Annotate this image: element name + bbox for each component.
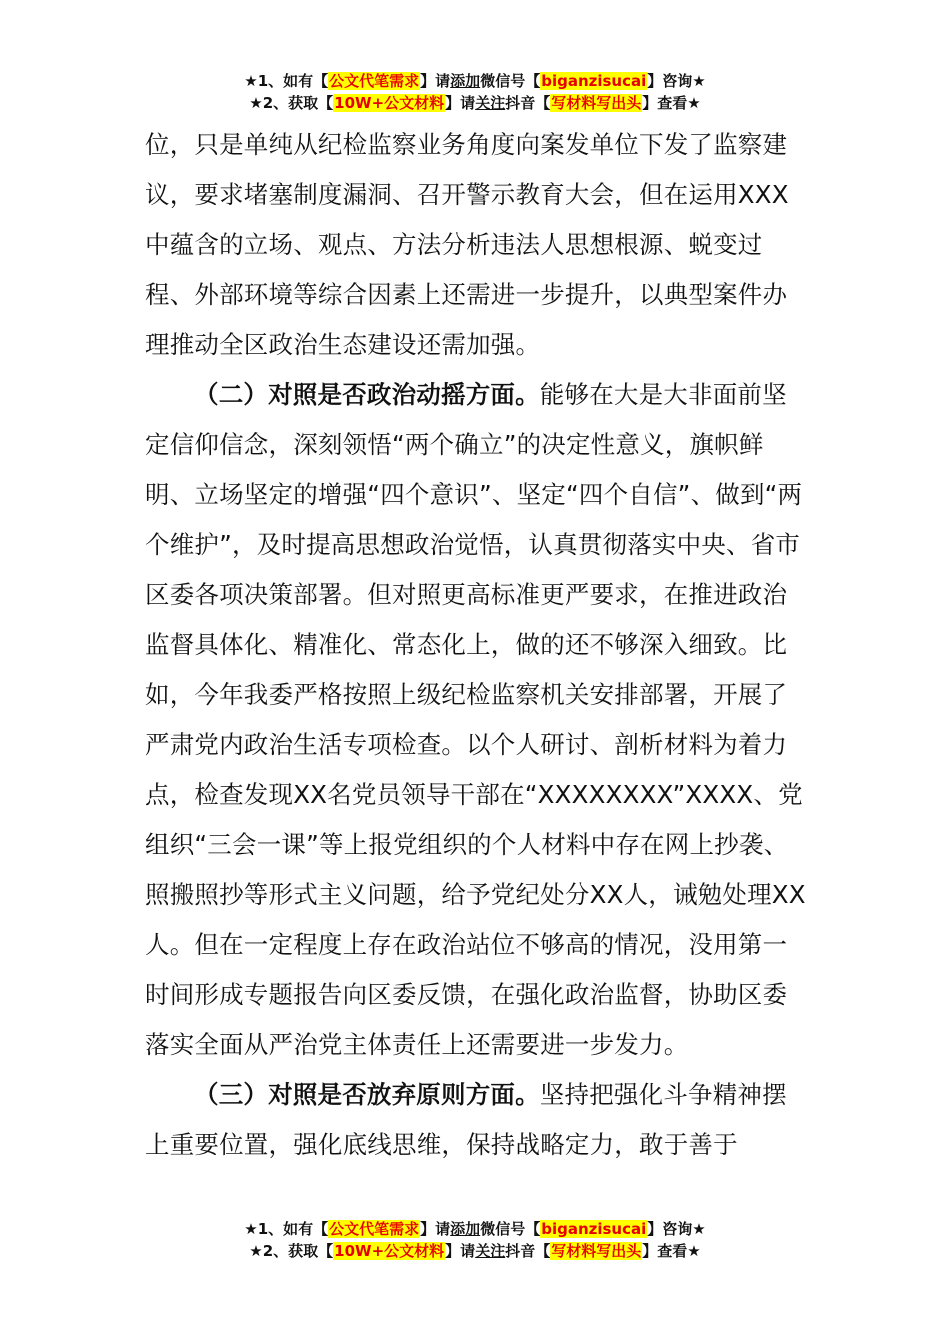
paragraph-3-text: 坚持把强化斗争精神摆上重要位置，强化底线思维，保持战略定力，敢于善于 [145,1080,787,1159]
banner-text: 抖音【 [505,94,551,112]
document-body [145,120,810,1170]
banner-text: 1、如有【 [257,72,329,90]
paragraph-3 [145,1070,810,1170]
douyin-account: 写材料写出头 [551,1242,642,1260]
paragraph-2 [145,370,810,1070]
star-icon: ★ [687,94,701,112]
star-icon: ★ [249,94,263,112]
star-icon: ★ [692,72,706,90]
banner-text: 微信号【 [480,72,541,90]
underlined-text: 关注 [475,94,506,112]
star-icon: ★ [249,1242,263,1260]
banner-text: 】请 [445,94,476,112]
section-heading-3: （三）对照是否放弃原则方面。 [194,1080,540,1109]
banner-text: 2、获取【 [262,1242,334,1260]
banner-text: 微信号【 [480,1220,541,1238]
section-heading-2: （二）对照是否政治动摇方面。 [194,380,540,409]
banner-line-1 [0,70,950,92]
wechat-id: biganzisucai [541,1220,647,1238]
underlined-text: 关注 [475,1242,506,1260]
star-icon: ★ [244,1220,258,1238]
star-icon: ★ [687,1242,701,1260]
highlight-text: 公文代笔需求 [329,72,420,90]
banner-line-1 [0,1218,950,1240]
underlined-text: 添加 [450,72,481,90]
banner-text: 】请 [420,1220,451,1238]
paragraph-2-text: 能够在大是大非面前坚定信仰信念，深刻领悟“两个确立”的决定性意义，旗帜鲜明、立场坚定的增强“四个意识”、坚定“四个自信”、做到“两个维护”，及时提高思想政治觉悟，认真贯彻落实中央、省市区委各项决策部署。但对照更高标准更严要求，在推进政治监督具体化、精准化、常态化上，做的还不够深入细致。比如，今年我委严格按照上级纪检监察机关安排部署，开展了严肃党内政治生活专项检查。以个人研讨、剖析材料为着力点，检查发现XX名党员领导干部在“XXXXXXXX”XXXX、党组织“三会一课”等上报党组织的个人材料中存在网上抄袭、照搬照抄等形式主义问题，给予党纪处分XX人，诫勉处理XX人。但在一定程度上存在政治站位不够高的情况，没用第一时间形成专题报告向区委反馈，在强化政治监督，协助区委落实全面从严治党主体责任上还需要进一步发力。 [145,380,806,1059]
star-icon: ★ [244,72,258,90]
banner-text: 】请 [420,72,451,90]
banner-text: 2、获取【 [262,94,334,112]
banner-text: 】咨询 [647,1220,693,1238]
banner-text: 】咨询 [647,72,693,90]
star-icon: ★ [692,1220,706,1238]
underlined-text: 添加 [450,1220,481,1238]
banner-line-2 [0,92,950,114]
footer-banner [0,1218,950,1262]
banner-text: 】查看 [642,94,688,112]
banner-text: 】查看 [642,1242,688,1260]
banner-text: 1、如有【 [257,1220,329,1238]
banner-text: 抖音【 [505,1242,551,1260]
wechat-id: biganzisucai [541,72,647,90]
highlight-text: 10W+公文材料 [334,94,445,112]
highlight-text: 10W+公文材料 [334,1242,445,1260]
banner-line-2 [0,1240,950,1262]
banner-text: 】请 [445,1242,476,1260]
highlight-text: 公文代笔需求 [329,1220,420,1238]
paragraph-1: 位，只是单纯从纪检监察业务角度向案发单位下发了监察建议，要求堵塞制度漏洞、召开警示教育大会，但在运用XXX中蕴含的立场、观点、方法分析违法人思想根源、蜕变过程、外部环境等综合因素上还需进一步提升，以典型案件办理推动全区政治生态建设还需加强。 [145,130,789,359]
header-banner [0,70,950,114]
douyin-account: 写材料写出头 [551,94,642,112]
